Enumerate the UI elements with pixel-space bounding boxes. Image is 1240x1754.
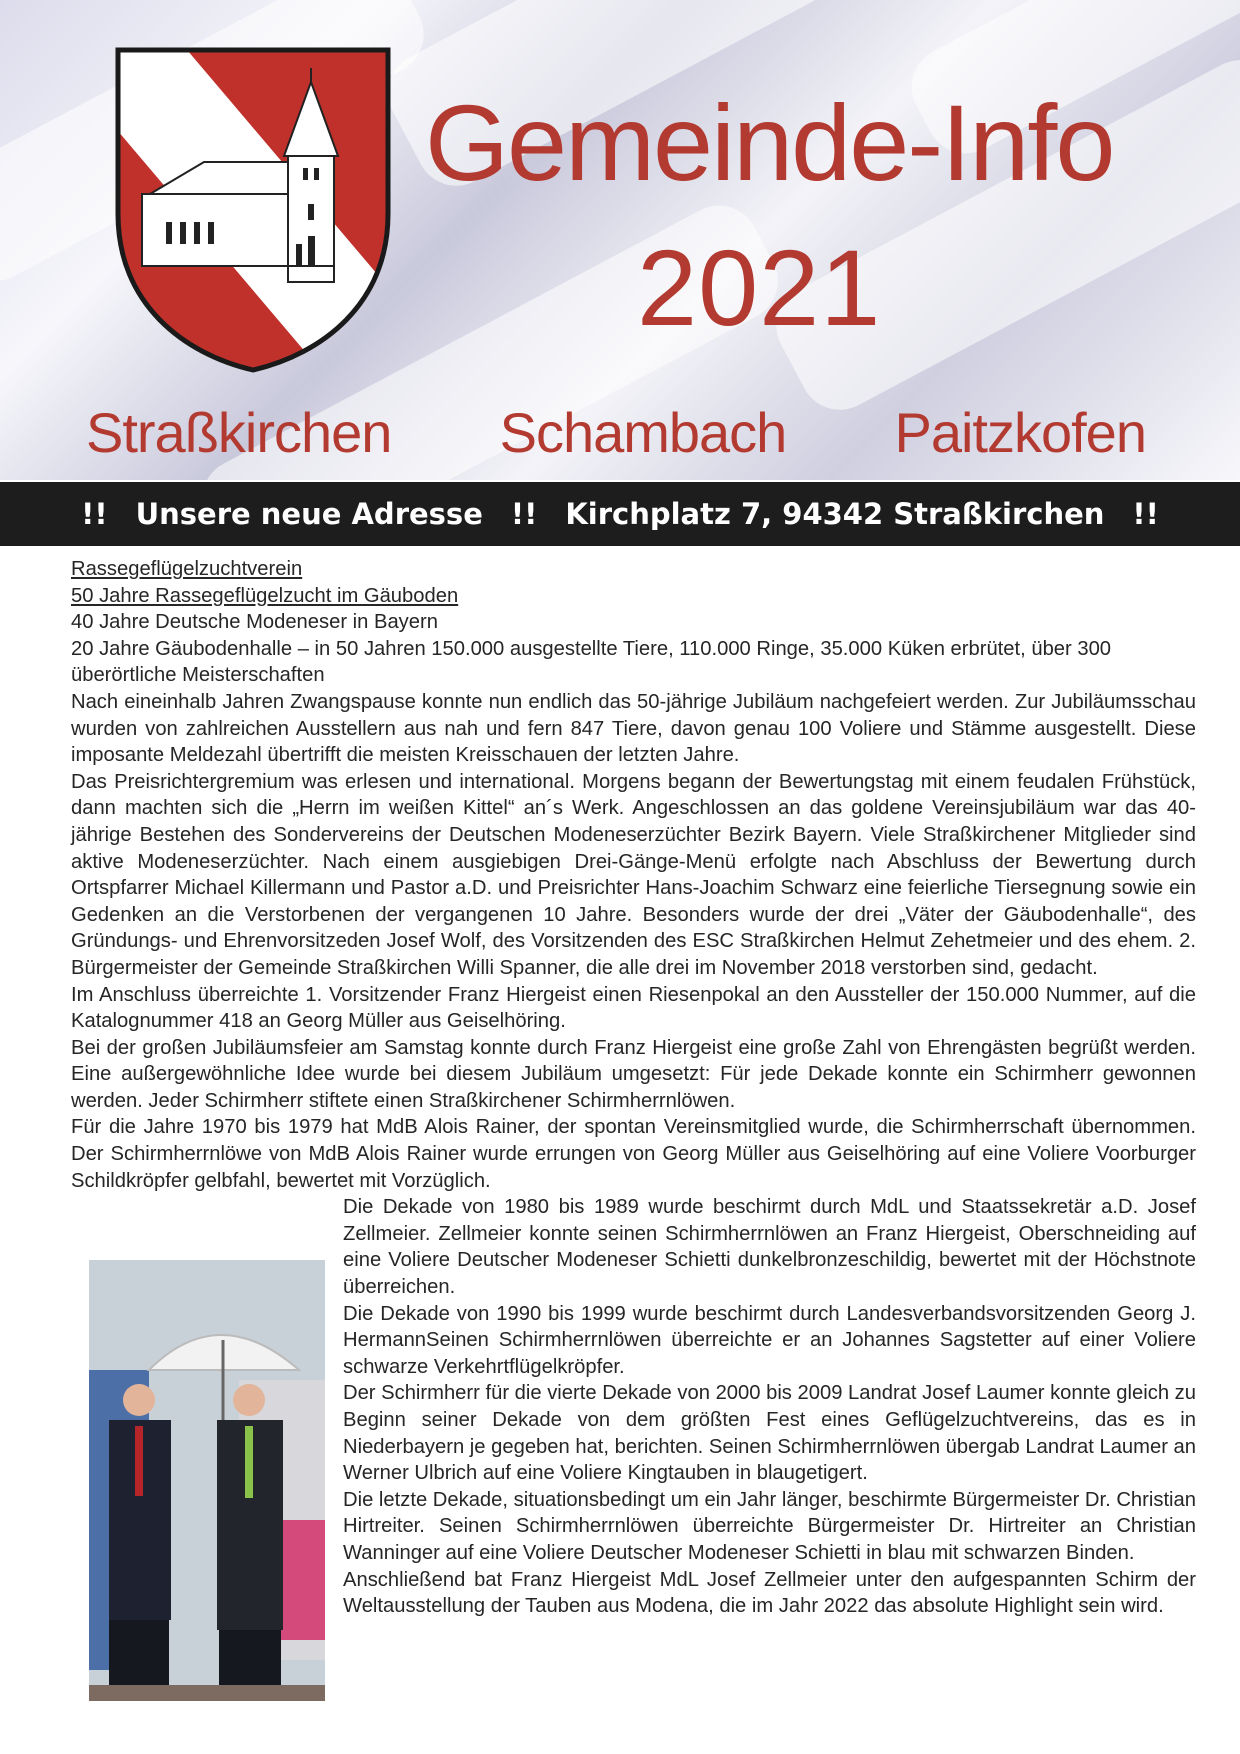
paragraph: Nach eineinhalb Jahren Zwangspause konnte nun endlich das 50-jährige Jubiläum nachgefeiert werden. Zur Jubiläumsschau wurden von zahlreichen Ausstellern aus nah und fern 847 Tiere, davon genau 100 Voliere und Stämme ausgestellt. Diese imposante Meldezahl übertrifft die meisten Kreisschauen der letzten Jahre. <box>71 690 1196 767</box>
photo-illustration <box>89 1260 325 1701</box>
paragraph: Anschließend bat Franz Hiergeist MdL Josef Zellmeier unter den aufgespannten Schirm der Weltausstellung der Tauben aus Modena, die im Jahr 2022 das absolute Highlight sein wird. <box>343 1568 1196 1618</box>
coat-of-arms-icon <box>112 44 394 374</box>
event-photo <box>89 1260 325 1701</box>
place-paitzkofen: Paitzkofen <box>894 401 1146 464</box>
paragraph: Das Preisrichtergremium was erlesen und international. Morgens begann der Bewertungstag mit einem feudalen Frühstück, dann machten sich die „Herrn im weißen Kittel“ an´s Werk. Angeschlossen an das goldene Vereinsjubiläum war das 40-jährige Bestehen des Sondervereins der Deutschen Modeneserzüchter Bezirk Bayern. Viele Straßkirchener Mitglieder sind aktive Modeneserzüchter. Nach einem ausgiebigen Drei-Gänge-Menü erfolgte nach Abschluss der Bewertung durch Ortspfarrer Michael Killermann und Pastor a.D. und Preisrichter Hans-Joachim Schwarz eine feierliche Tiersegnung sowie ein Gedenken an die Verstorbenen der vergangenen 10 Jahre. Besonders wurde der drei „Väter der Gäubodenhalle“, des Gründungs- und Ehrenvorsitzeden Josef Wolf, des Vorsitzenden des ESC Straßkirchen Helmut Zehetmeier und des ehem. 2. Bürgermeister der Gemeinde Straßkirchen Willi Spanner, die alle drei im November 2018 verstorben sind, gedacht. <box>71 770 1196 979</box>
paragraph: Die letzte Dekade, situationsbedingt um ein Jahr länger, beschirmte Bürgermeister Dr. Christian Hirtreiter. Seinen Schirmherrnlöwen überreichte Bürgermeister Dr. Hirtreiter an Christian Wanninger auf eine Voliere Deutscher Modeneser Schietti in blau mit schwarzen Binden. <box>343 1488 1196 1564</box>
exclamation-middle: !! <box>510 497 538 531</box>
paragraph: Für die Jahre 1970 bis 1979 hat MdB Alois Rainer, der spontan Vereinsmitglied wurde, die Schirmherrschaft übernommen. Der Schirmherrnlöwe von MdB Alois Rainer wurde errungen von Georg Müller aus Geiselhöring auf eine Voliere Voorburger Schildkröpfer gelbfahl, bewertet mit Vorzüglich. <box>71 1116 1196 1192</box>
paragraph: Die Dekade von 1990 bis 1999 wurde beschirmt durch Landesverbandsvorsitzenden Georg J. HermannSeinen Schirmherrnlöwen überreichte er an Johannes Sagstetter auf einer Voliere schwarze Verkehrtflügelkröpfer. <box>343 1302 1196 1378</box>
place-schambach: Schambach <box>499 401 787 464</box>
page-title: Gemeinde-Info <box>425 82 1114 203</box>
exclamation-start: !! <box>81 497 108 531</box>
header-banner <box>0 0 1240 480</box>
address-label: Unsere neue Adresse <box>135 497 483 531</box>
paragraph: Bei der großen Jubiläumsfeier am Samstag konnte durch Franz Hiergeist eine große Zahl von Ehrengästen begrüßt werden. Eine außergewöhnliche Idee wurde bei diesem Jubiläum umgesetzt: Für jede Dekade konnte ein Schirmherr gewonnen werden. Jeder Schirmherr stiftete einen Straßkirchener Schirmherrnlöwen. <box>71 1036 1196 1112</box>
article <box>71 556 1196 1707</box>
article-headline: 50 Jahre Rassegeflügelzucht im Gäuboden <box>71 584 459 607</box>
paragraph: Der Schirmherr für die vierte Dekade von 2000 bis 2009 Landrat Josef Laumer konnte gleich zu Beginn seiner Dekade von dem größten Fest eines Geflügelzuchtvereins, das es in Niederbayern je gegeben hat, berichten. Seinen Schirmherrnlöwen übergab Landrat Laumer an Werner Ulbrich auf eine Voliere Kingtauben in blaugetigert. <box>343 1382 1196 1485</box>
subline-gaeubodenhalle: 20 Jahre Gäubodenhalle – in 50 Jahren 150.000 ausgestellte Tiere, 110.000 Ringe, 35.000 Küken erbrütet, über 300 überörtliche Meisterschaften <box>71 637 1112 687</box>
address-value: Kirchplatz 7, 94342 Straßkirchen <box>565 497 1105 531</box>
paragraph: Die Dekade von 1980 bis 1989 wurde beschirmt durch MdL und Staatssekretär a.D. Josef Zellmeier. Zellmeier konnte seinen Schirmherrnlöwen an Franz Hiergeist, Oberschneiding auf eine Voliere Deutscher Modeneser Schietti dunkelbronzeschildig, bewertet mit der Höchstnote überreichen. <box>343 1196 1196 1299</box>
club-name: Rassegeflügelzuchtverein <box>71 558 303 580</box>
place-strasskirchen: Straßkirchen <box>86 401 392 464</box>
page-year: 2021 <box>637 227 882 348</box>
address-bar <box>0 482 1240 546</box>
places-row <box>86 400 1146 465</box>
paragraph: Im Anschluss überreichte 1. Vorsitzender Franz Hiergeist einen Riesenpokal an den Aussteller der 150.000 Nummer, auf die Katalognummer 418 an Georg Müller aus Geiselhöring. <box>71 983 1196 1033</box>
subline-modeneser: 40 Jahre Deutsche Modeneser in Bayern <box>71 611 438 634</box>
exclamation-end: !! <box>1132 497 1159 531</box>
